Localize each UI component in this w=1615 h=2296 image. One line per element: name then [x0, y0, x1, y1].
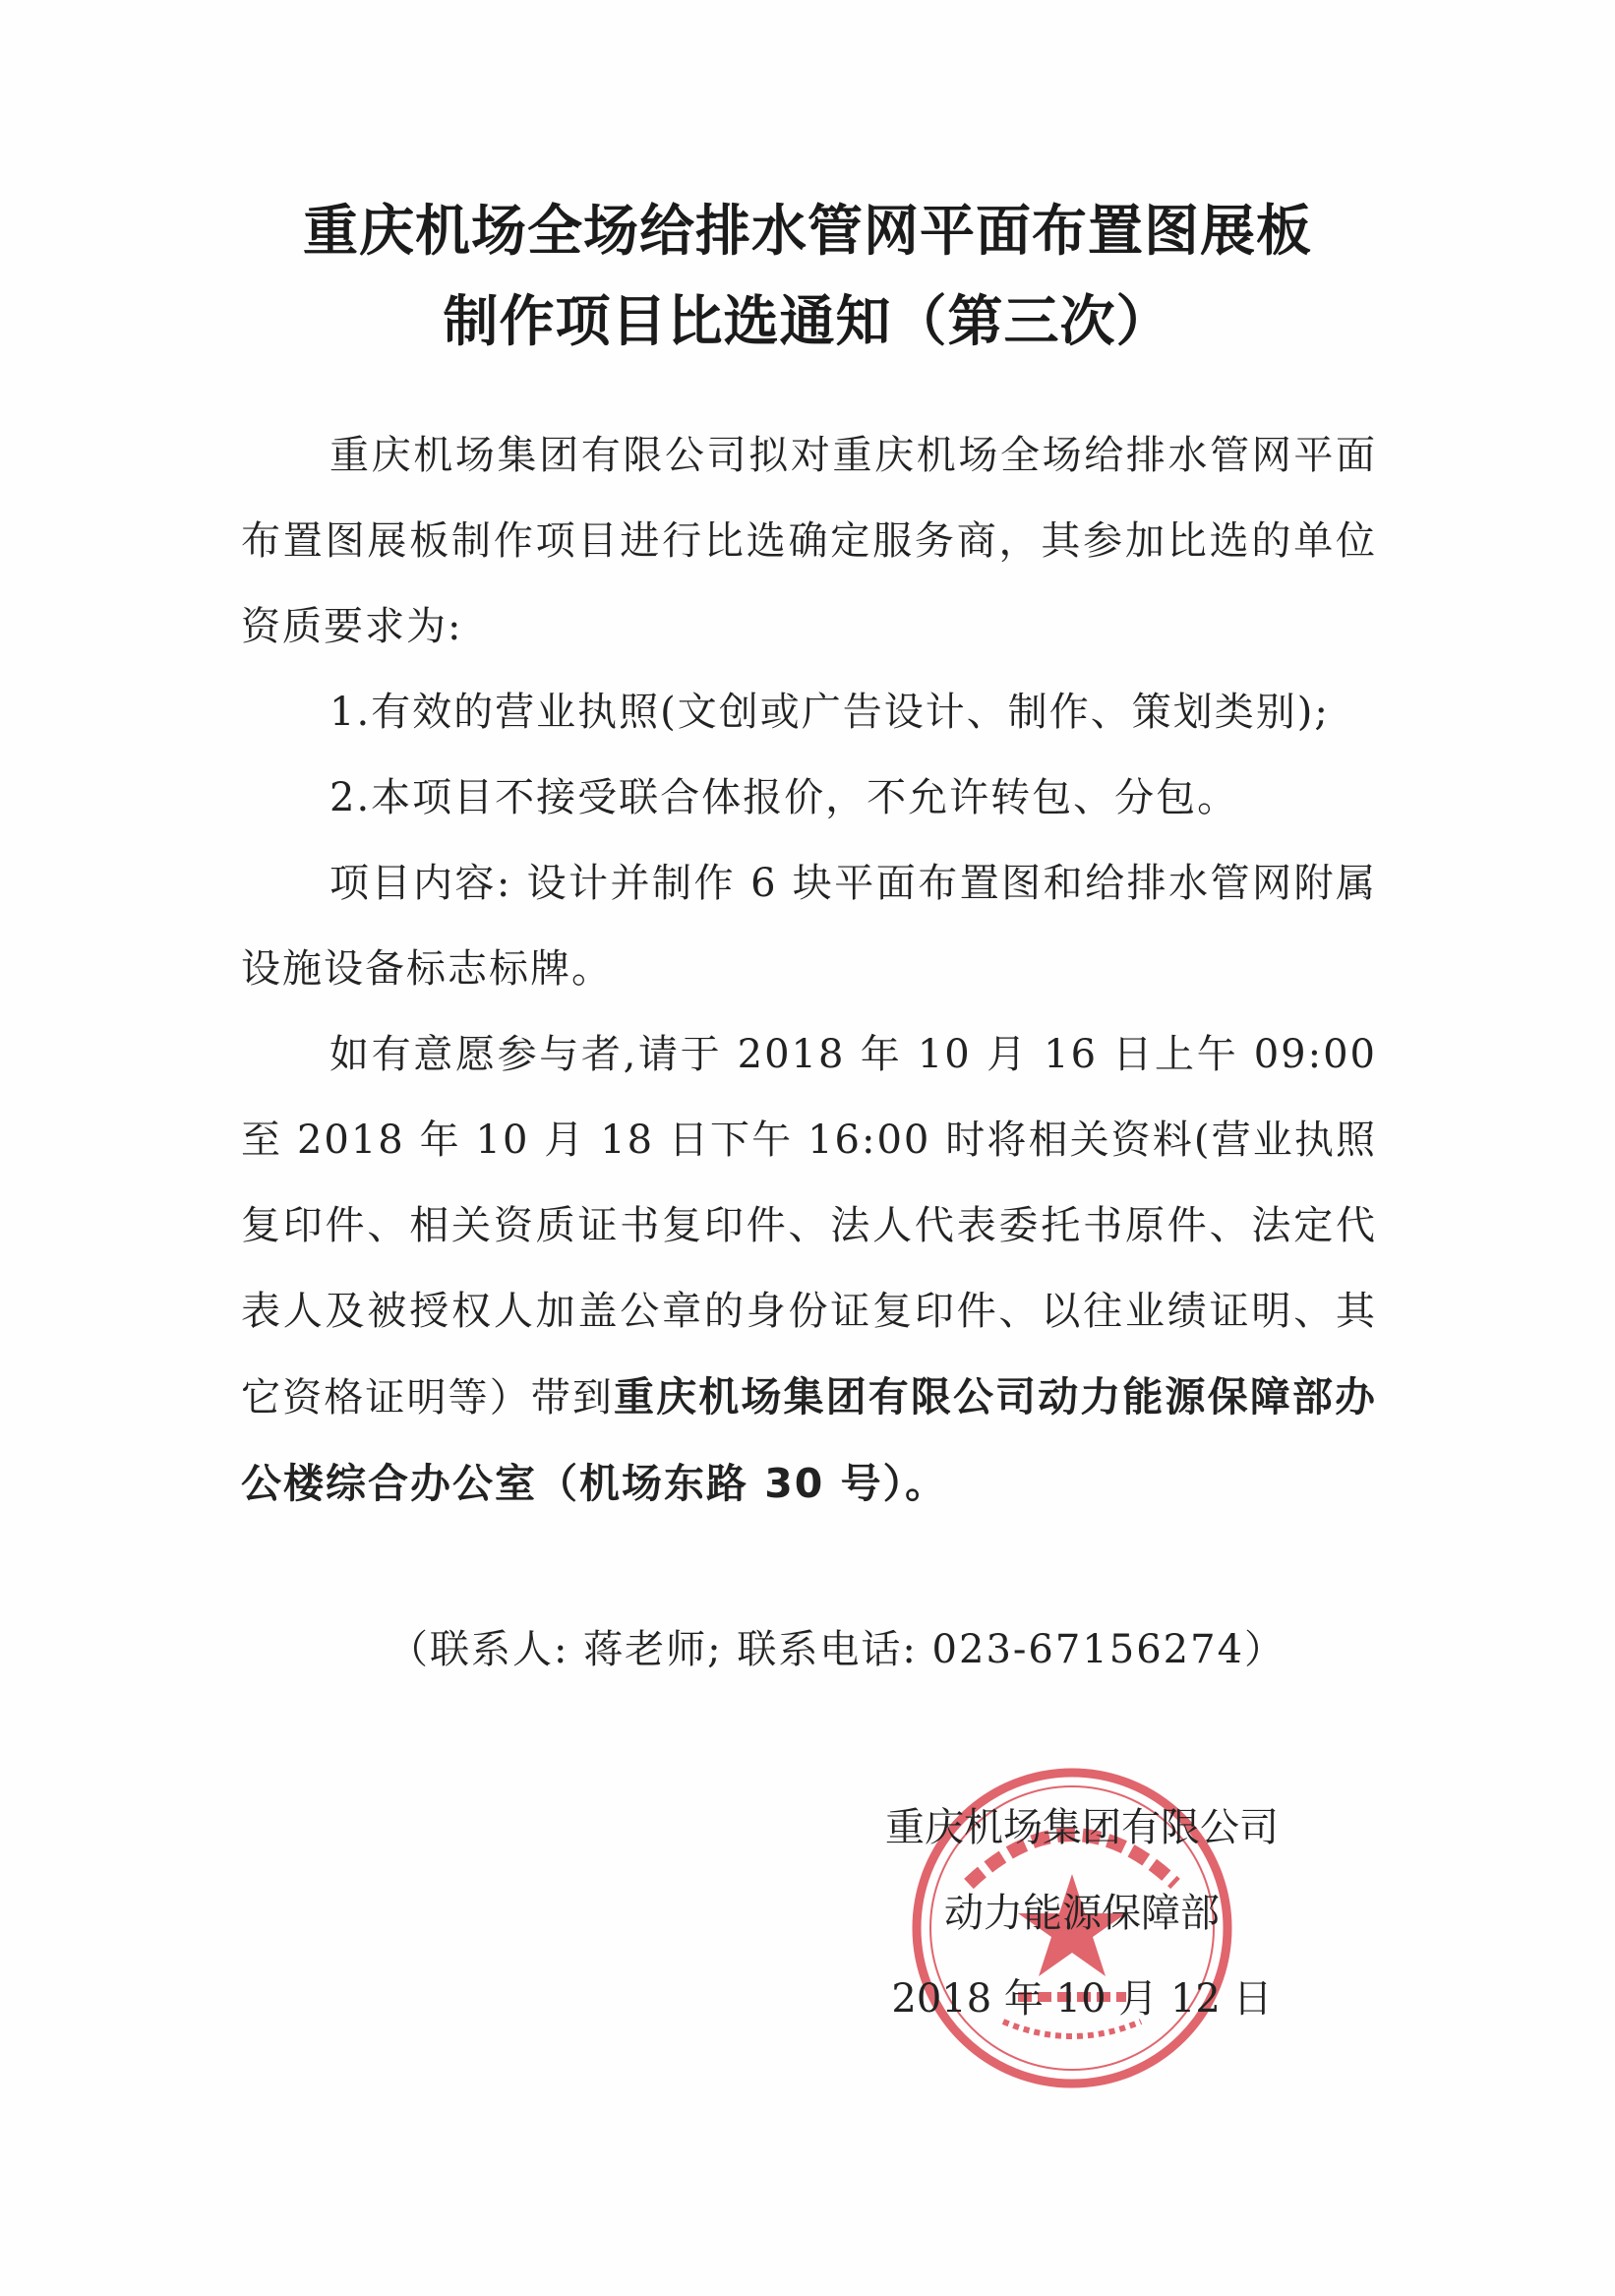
title-line-2: 制作项目比选通知（第三次） [443, 290, 1172, 354]
paragraph-requirement-1: 1.有效的营业执照(文创或广告设计、制作、策划类别); [329, 690, 1330, 735]
title-line-1: 重庆机场全场给排水管网平面布置图展板 [303, 200, 1312, 264]
paragraph-submission [241, 1012, 1377, 1528]
submission-text: 如有意愿参与者,请于 2018 年 10 月 16 日上午 09:00 至 2018 年 10 月 18 日下午 16:00 时将相关资料(营业执照复印件、相关资质证书复印件、法人代表委托书原件、法定代表人及被授权人加盖公章的身份证复印件、以往业绩证明、其它资格证明等）带到 [241, 1032, 1377, 1420]
paragraph-requirement-2: 2.本项目不接受联合体报价，不允许转包、分包。 [329, 775, 1239, 820]
document-body [241, 413, 1377, 1528]
signature-date: 2018 年 10 月 12 日 [891, 1976, 1273, 2022]
document-title [0, 187, 1615, 368]
submission-address: 重庆机场集团有限公司动力能源保障部办公楼综合办公室（机场东路 30 号）。 [241, 1373, 1378, 1507]
contact-info: （联系人: 蒋老师; 联系电话: 023-67156274） [388, 1627, 1286, 1672]
signature-organization: 重庆机场集团有限公司 [885, 1805, 1279, 1850]
signature-block [846, 1785, 1318, 2042]
signature-department: 动力能源保障部 [944, 1891, 1220, 1936]
paragraph-qualification-intro: 重庆机场集团有限公司拟对重庆机场全场给排水管网平面布置图展板制作项目进行比选确定服务商，其参加比选的单位资质要求为: [241, 433, 1377, 649]
paragraph-project-content: 项目内容: 设计并制作 6 块平面布置图和给排水管网附属设施设备标志标牌。 [241, 861, 1377, 992]
